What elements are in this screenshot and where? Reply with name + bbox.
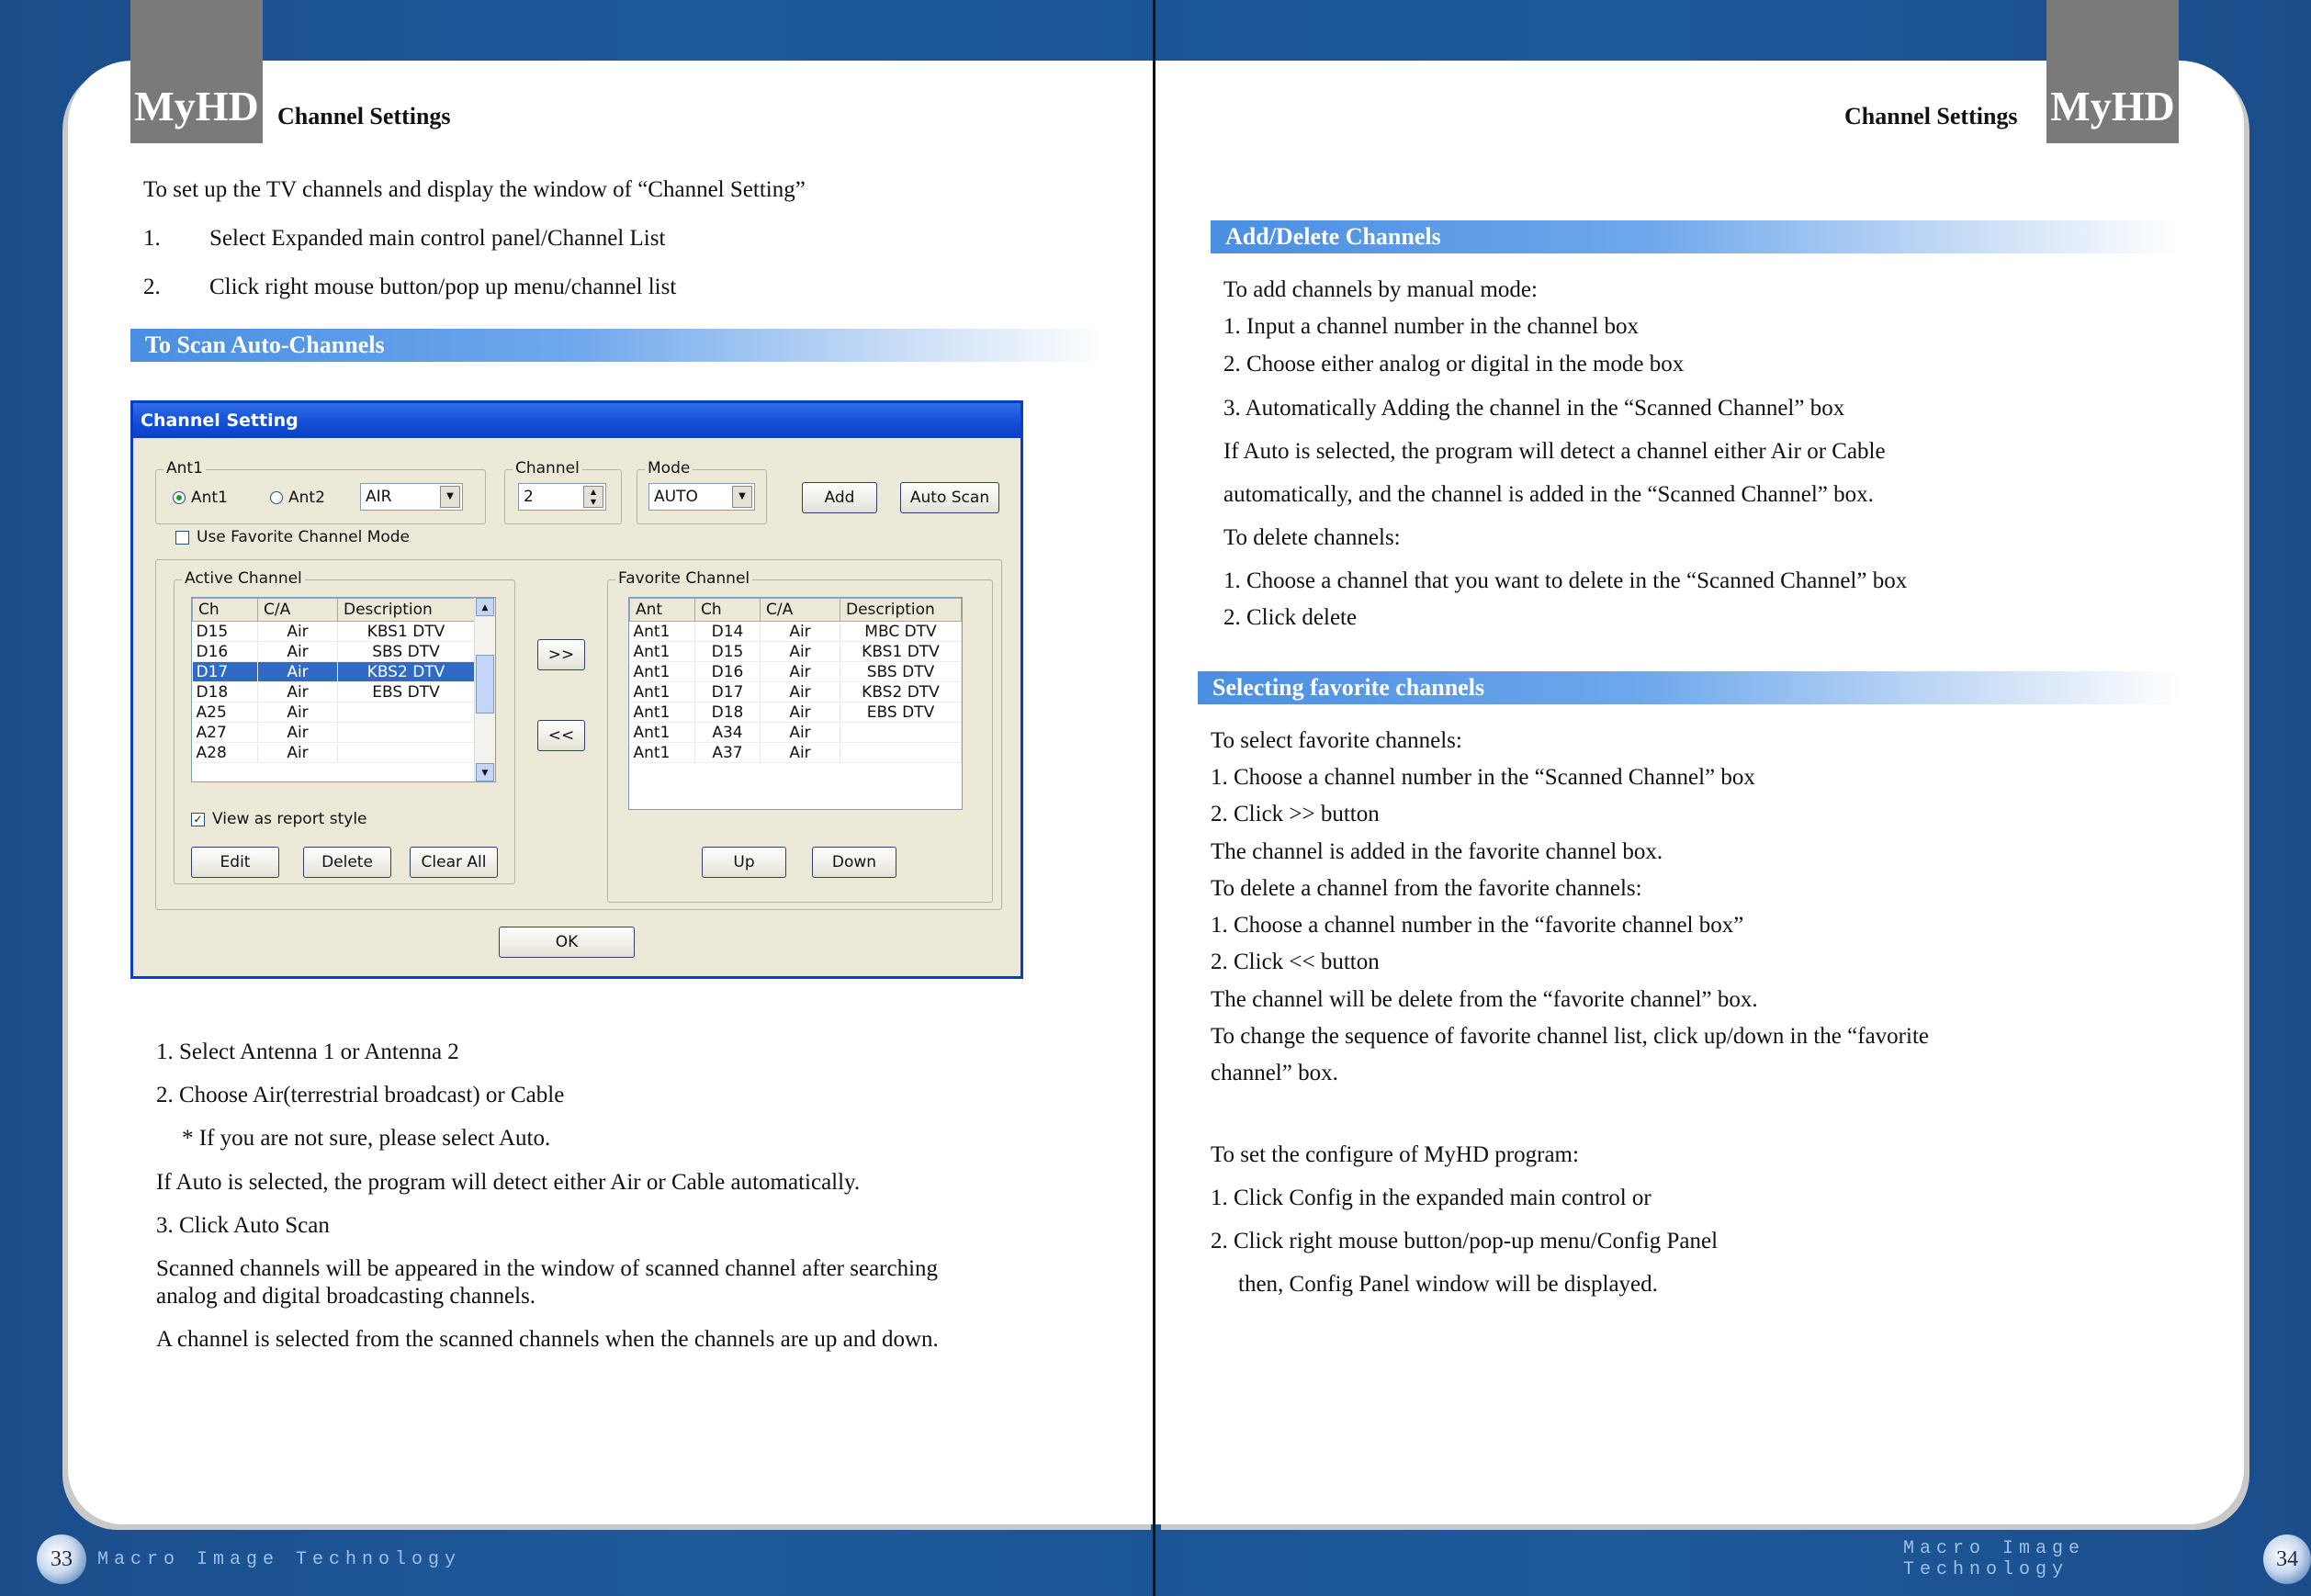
ant-source-select[interactable]: AIR ▼ (360, 483, 463, 511)
use-favorite-checkbox[interactable]: Use Favorite Channel Mode (175, 528, 410, 546)
favorites-line: The channel is added in the favorite channel box. (1211, 839, 1663, 864)
myhd-logo-left: MyHD (130, 0, 263, 143)
scroll-thumb[interactable] (476, 655, 494, 714)
stepper-arrows-icon[interactable]: ▲ ▼ (583, 486, 603, 508)
chevron-down-icon: ▼ (440, 486, 460, 508)
table-row[interactable]: Ant1 D15 Air KBS1 DTV (630, 642, 962, 662)
page-number: 34 (2263, 1534, 2311, 1584)
table-row[interactable]: D18 Air EBS DTV (193, 682, 475, 702)
favorites-line: To change the sequence of favorite channel list, click up/down in the “favorite (1211, 1024, 1929, 1049)
footer-brand: Macro Image Technology (1903, 1538, 2086, 1580)
table-row-selected[interactable]: D17 Air KBS2 DTV (193, 662, 475, 682)
table-row[interactable]: Ant1 A37 Air (630, 743, 962, 763)
favorites-line: To select favorite channels: (1211, 728, 1462, 753)
add-delete-line: 2. Click delete (1223, 605, 1358, 630)
body-line: 1. Select Antenna 1 or Antenna 2 (156, 1040, 459, 1064)
favorites-line: 1. Choose a channel number in the “favorite channel box” (1211, 913, 1744, 938)
delete-button[interactable]: Delete (303, 847, 391, 878)
footer-brand: Macro Image Technology (97, 1548, 462, 1570)
section-scan-auto-channels: To Scan Auto-Channels (130, 329, 1108, 362)
active-channel-group (174, 569, 515, 884)
add-to-favorite-button[interactable]: >> (537, 639, 585, 670)
vertical-scrollbar[interactable] (474, 598, 495, 781)
config-line: 2. Click right mouse button/pop-up menu/Config Panel (1211, 1229, 1719, 1253)
add-delete-line: If Auto is selected, the program will detect a channel either Air or Cable (1223, 439, 1886, 464)
table-row[interactable]: Ant1 A34 Air (630, 723, 962, 743)
body-line: Scanned channels will be appeared in the window of scanned channel after searching (156, 1256, 939, 1281)
config-line: then, Config Panel window will be displayed. (1238, 1272, 1658, 1297)
favorites-line: channel” box. (1211, 1061, 1338, 1085)
add-delete-line: automatically, and the channel is added in the “Scanned Channel” box. (1223, 482, 1874, 507)
favorite-channel-label: Favorite Channel (615, 569, 752, 588)
active-channel-table (192, 598, 475, 763)
column-header[interactable]: Ant (630, 599, 695, 622)
table-row[interactable]: A27 Air (193, 723, 475, 743)
antenna-group (155, 459, 486, 524)
table-row[interactable]: D16 Air SBS DTV (193, 642, 475, 662)
intro-step-text: Select Expanded main control panel/Channel List (209, 226, 666, 251)
up-button[interactable]: Up (702, 847, 786, 878)
radio-icon (270, 491, 283, 504)
channel-setting-dialog (130, 400, 1023, 979)
column-header[interactable]: Ch (193, 599, 258, 622)
favorites-line: 2. Click << button (1211, 950, 1380, 974)
favorite-channel-list[interactable] (628, 597, 963, 810)
intro-step-number: 2. (143, 275, 161, 299)
mode-select[interactable]: AUTO ▼ (648, 483, 755, 511)
checkmark-icon: ✓ (191, 813, 205, 826)
favorites-line: 2. Click >> button (1211, 802, 1380, 826)
body-line: If Auto is selected, the program will detect either Air or Cable automatically. (156, 1170, 861, 1195)
add-delete-line: 1. Choose a channel that you want to delete in the “Scanned Channel” box (1223, 568, 1908, 593)
radio-selected-icon (173, 491, 186, 504)
body-line: 3. Click Auto Scan (156, 1213, 330, 1238)
column-header[interactable]: Description (840, 599, 962, 622)
left-header-title: Channel Settings (277, 103, 451, 129)
left-footer (37, 1534, 461, 1585)
table-row[interactable]: Ant1 D16 Air SBS DTV (630, 662, 962, 682)
section-selecting-favorite-channels: Selecting favorite channels (1198, 671, 2182, 704)
table-row[interactable]: Ant1 D14 Air MBC DTV (630, 622, 962, 642)
channel-group (504, 459, 622, 524)
channel-stepper[interactable]: 2 ▲ ▼ (518, 483, 606, 511)
favorite-channel-table (629, 598, 962, 763)
right-footer (1903, 1534, 2311, 1585)
edit-button[interactable]: Edit (191, 847, 279, 878)
ok-button[interactable]: OK (499, 927, 635, 958)
clear-all-button[interactable]: Clear All (410, 847, 498, 878)
active-channel-label: Active Channel (182, 569, 305, 588)
mode-group-label: Mode (645, 459, 693, 478)
intro-step-text: Click right mouse button/pop up menu/channel list (209, 275, 677, 299)
body-note: * If you are not sure, please select Auto. (182, 1126, 551, 1151)
checkbox-icon (175, 531, 189, 545)
ant1-radio[interactable]: Ant1 (173, 489, 228, 507)
antenna-group-label: Ant1 (163, 459, 206, 478)
add-delete-line: 2. Choose either analog or digital in the mode box (1223, 352, 1685, 377)
column-header[interactable]: Ch (695, 599, 761, 622)
body-line: 2. Choose Air(terrestrial broadcast) or Cable (156, 1083, 565, 1107)
down-button[interactable]: Down (812, 847, 896, 878)
table-row[interactable]: Ant1 D17 Air KBS2 DTV (630, 682, 962, 702)
intro-step-number: 1. (143, 226, 161, 251)
add-delete-line: To delete channels: (1223, 525, 1401, 550)
add-delete-line: 3. Automatically Adding the channel in the “Scanned Channel” box (1223, 396, 1845, 421)
active-channel-list[interactable] (191, 597, 496, 782)
view-report-checkbox[interactable]: ✓ View as report style (191, 810, 367, 828)
body-line: analog and digital broadcasting channels. (156, 1284, 536, 1309)
column-header[interactable]: C/A (258, 599, 338, 622)
mode-group (637, 459, 767, 524)
right-header-title: Channel Settings (1844, 103, 2018, 129)
favorites-line: To delete a channel from the favorite channels: (1211, 876, 1642, 901)
section-add-delete-channels: Add/Delete Channels (1211, 220, 2179, 253)
intro-line: To set up the TV channels and display the window of “Channel Setting” (143, 177, 806, 202)
channel-group-label: Channel (513, 459, 582, 478)
remove-from-favorite-button[interactable]: << (537, 720, 585, 751)
table-row[interactable]: Ant1 D18 Air EBS DTV (630, 702, 962, 723)
config-line: 1. Click Config in the expanded main control or (1211, 1186, 1652, 1210)
scroll-up-icon[interactable]: ▲ (476, 598, 494, 616)
auto-scan-button[interactable]: Auto Scan (900, 482, 999, 513)
scroll-down-icon[interactable]: ▼ (476, 763, 494, 781)
body-line: A channel is selected from the scanned channels when the channels are up and down. (156, 1327, 939, 1352)
page-number: 33 (37, 1534, 86, 1584)
config-line: To set the configure of MyHD program: (1211, 1142, 1579, 1167)
add-delete-line: To add channels by manual mode: (1223, 277, 1538, 302)
table-row[interactable]: D15 Air KBS1 DTV (193, 622, 475, 642)
add-button[interactable]: Add (802, 482, 877, 513)
chevron-down-icon: ▼ (732, 486, 752, 508)
add-delete-line: 1. Input a channel number in the channel box (1223, 314, 1639, 339)
favorites-line: The channel will be delete from the “favorite channel” box. (1211, 987, 1758, 1012)
table-row[interactable]: A28 Air (193, 743, 475, 763)
ant2-radio[interactable]: Ant2 (270, 489, 325, 507)
column-header[interactable]: C/A (761, 599, 840, 622)
favorite-channel-group (607, 569, 993, 903)
favorites-line: 1. Choose a channel number in the “Scanned Channel” box (1211, 765, 1755, 790)
column-header[interactable]: Description (338, 599, 475, 622)
table-row[interactable]: A25 Air (193, 702, 475, 723)
myhd-logo-right: MyHD (2046, 0, 2179, 143)
dialog-title: Channel Setting (133, 403, 1020, 438)
book-spine (1153, 0, 1156, 1596)
